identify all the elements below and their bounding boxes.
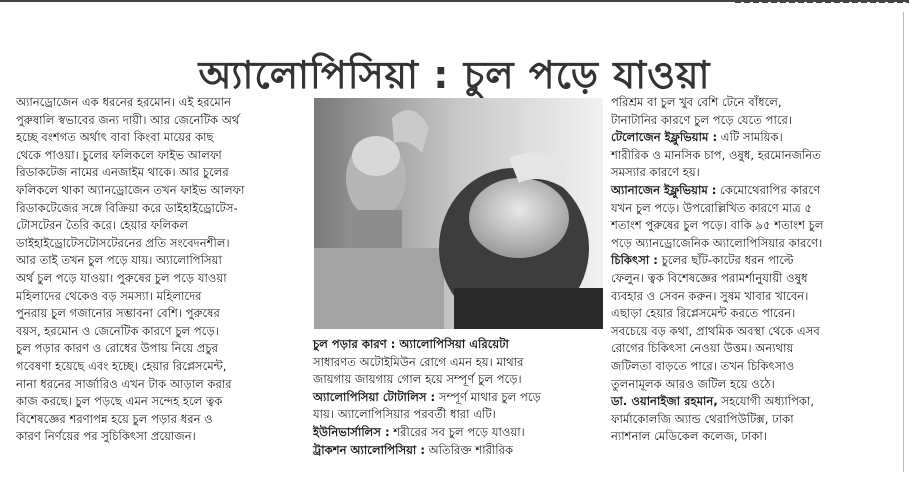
col3-text: সমস্যার কারণে হয়।	[611, 165, 700, 180]
col2-text: সম্পূর্ণ মাথার চুল পড়ে	[435, 389, 541, 404]
col1-line: থেকে পাওয়া। চুলের ফলিকলে ফাইভ আলফা	[16, 147, 222, 162]
col2-line	[313, 336, 603, 354]
col3-line	[611, 428, 901, 446]
col1-line: গবেষণা হয়েছে এবং হচ্ছে। হেয়ার রিপ্লেসমেন্ট,	[16, 358, 227, 373]
col1-line: রিডাকটেজের সঙ্গে বিক্রিয়া করে ডাইহাইড্রোটেস-	[16, 200, 238, 215]
col1-line: বিশেষজ্ঞের শরণাপন্ন হয়ে চুল পড়ার ধরন ও	[16, 411, 213, 426]
col2-text: যায়। অ্যালোপিসিয়ার পরবর্তী ধারা এটি।	[313, 407, 496, 422]
col3-line	[611, 129, 901, 147]
col3-bold-lead: ডা. ওয়ানাইজা রহমান,	[611, 394, 718, 409]
col2-text: জায়গায় জায়গায় গোল হয়ে সম্পূর্ণ চুল পড়ে।	[313, 372, 522, 387]
col3-text: শারীরিক ও মানসিক চাপ, ওষুধ, হরমোনজনিত	[611, 147, 821, 162]
col3-line	[611, 393, 901, 411]
col3-line	[611, 288, 901, 306]
col2-line	[313, 389, 603, 407]
col3-text: তুলনামূলক আরও জটিল হয়ে ওঠে।	[611, 376, 775, 391]
article-headline: অ্যালোপিসিয়া : চুল পড়ে যাওয়া	[198, 53, 711, 98]
col3-line	[611, 376, 901, 394]
col2-line	[313, 424, 603, 442]
col3-text: টানাটানির কারণে চুল পড়ে যেতে পারে।	[611, 112, 793, 127]
top-rule-dashes	[735, 0, 909, 3]
col2-line	[313, 354, 603, 372]
col3-text: রোগের চিকিৎসা নেওয়া উত্তম। অন্যথায়	[611, 341, 794, 356]
col1-line: ফলিকলে থাকা অ্যানড্রোজেন তখন ফাইভ আলফা	[16, 182, 245, 197]
col1-line: ডাইহাইড্রোটেসটোসটেরনের প্রতি সংবেদনশীল।	[16, 235, 230, 250]
article-column-3	[611, 94, 901, 446]
col3-text: সহযোগী অধ্যাপিকা,	[717, 394, 815, 409]
col3-line	[611, 147, 901, 165]
col2-line	[313, 371, 603, 389]
col3-line	[611, 305, 901, 323]
article-column-2	[313, 336, 603, 459]
col3-text: ফার্মাকোলজি অ্যান্ড থেরাপিউটিক্স, ঢাকা	[611, 411, 794, 426]
col3-line	[611, 252, 901, 270]
col3-line	[611, 358, 901, 376]
col3-text: এটি সাময়িক।	[717, 130, 783, 145]
col3-text: যখন চুল পড়ে। উপরোল্লিখিত কারণে মাত্র ৫	[611, 200, 813, 215]
col3-bold-lead: চিকিৎসা :	[611, 253, 658, 268]
col1-line: পুনরায় চুল গজানোর সম্ভাবনা বেশি। পুরুষের	[16, 306, 220, 321]
col1-line: অর্থ চুল পড়ে যাওয়া। পুরুষের চুল পড়ে যাওয়া	[16, 270, 227, 285]
col1-line: মহিলাদের থেকেও বড় সমস্যা। মহিলাদের	[16, 288, 202, 303]
col3-line	[611, 182, 901, 200]
man-hair-loss-photo-icon	[314, 98, 603, 329]
col3-text: পড়ে অ্যানড্রোজেনিক অ্যালোপিসিয়ার কারণে।	[611, 235, 823, 250]
col2-bold-lead: ট্রাকশন অ্যালোপিসিয়া :	[313, 442, 425, 457]
col3-text: জটিলতা বাড়তে পারে। তখন চিকিৎসাও	[611, 358, 795, 373]
col3-line	[611, 217, 901, 235]
col2-bold-lead: চুল পড়ার কারণ : অ্যালোপিসিয়া এরিয়েটা	[313, 337, 509, 351]
col2-bold-lead: অ্যালোপিসিয়া টোটালিস :	[313, 389, 436, 404]
col1-line: চুল পড়ার কারণ ও রোধের উপায় নিয়ে প্রচুর	[16, 341, 219, 356]
col1-line: রিডাকটেজ নামের এনজাইম থাকে। আর চুলের	[16, 165, 229, 180]
col3-line	[611, 411, 901, 429]
col3-line	[611, 112, 901, 130]
col1-line: আর তাই তখন চুল পড়ে যায়। অ্যালোপিসিয়া	[16, 253, 222, 268]
col3-line	[611, 235, 901, 253]
article-photo	[314, 98, 603, 329]
article-column-1	[16, 94, 308, 446]
col1-line: পুরুষালি স্বভাবের জন্য দায়ী। আর জেনেটিক অর্থ	[16, 112, 240, 127]
col3-text: কেমোথেরাপির কারণে	[716, 182, 821, 197]
col2-bold-lead: ইউনিভার্সালিস :	[313, 424, 390, 439]
col2-line	[313, 442, 603, 460]
col3-line	[611, 94, 901, 112]
col3-line	[611, 323, 901, 341]
col1-line: হচ্ছে বংশগত অর্থাৎ বাবা কিংবা মায়ের কাছ	[16, 130, 214, 145]
col3-line	[611, 200, 901, 218]
col3-text: এছাড়া হেয়ার রিপ্লেসমেন্ট করতে পারেন।	[611, 306, 796, 321]
right-rule	[903, 12, 904, 472]
col1-line: নানা ধরনের সার্জারিও এখন টাক আড়াল করার	[16, 376, 232, 391]
col1-line: কাজ করছে। চুল পড়ছে এমন সন্দেহ হলে ত্বক	[16, 394, 223, 409]
col1-line: বয়স, হরমোন ও জেনেটিক কারণে চুল পড়ে।	[16, 323, 219, 338]
col3-text: শতাংশ পুরুষের চুল পড়ে। বাকি ৯৫ শতাংশ চুল	[611, 218, 824, 233]
col3-line	[611, 340, 901, 358]
col3-bold-lead: টেলোজেন ইফ্লুভিয়াম :	[611, 130, 718, 145]
col3-text: ব্যবহার ও সেবন করুন। সুষম খাবার খাবেন।	[611, 288, 809, 303]
col1-line: টোসটেরন তৈরি করে। হেয়ার ফলিকল	[16, 218, 188, 233]
col3-line	[611, 164, 901, 182]
col2-text: সাধারণত অটোইমিউন রোগে এমন হয়। মাথার	[313, 354, 524, 369]
col3-text: চুলের ছাঁট-কাটের ধরন পাল্টে	[657, 253, 794, 268]
col3-text: পরিশ্রম বা চুল খুব বেশি টেনে বাঁধলে,	[611, 95, 782, 109]
col2-text: অতিরিক্ত শারীরিক	[424, 442, 514, 457]
col2-line	[313, 406, 603, 424]
col3-text: ন্যাশনাল মেডিকেল কলেজ, ঢাকা।	[611, 429, 767, 444]
col3-text: ফেলুন। ত্বক বিশেষজ্ঞের পরামর্শানুযায়ী ওষুধ	[611, 270, 808, 285]
col2-text: শরীরের সব চুল পড়ে যাওয়া।	[389, 424, 525, 439]
col1-line: কারণ নির্ণয়ের পর সুচিকিৎসা প্রয়োজন।	[16, 429, 196, 444]
col3-text: সবচেয়ে বড় কথা, প্রাথমিক অবস্থা থেকে এসব	[611, 323, 820, 338]
col3-line	[611, 270, 901, 288]
col1-line: অ্যানড্রোজেন এক ধরনের হরমোন। এই হরমোন	[16, 95, 232, 109]
col3-bold-lead: অ্যানাজেন ইফ্লুভিয়াম :	[611, 182, 717, 197]
